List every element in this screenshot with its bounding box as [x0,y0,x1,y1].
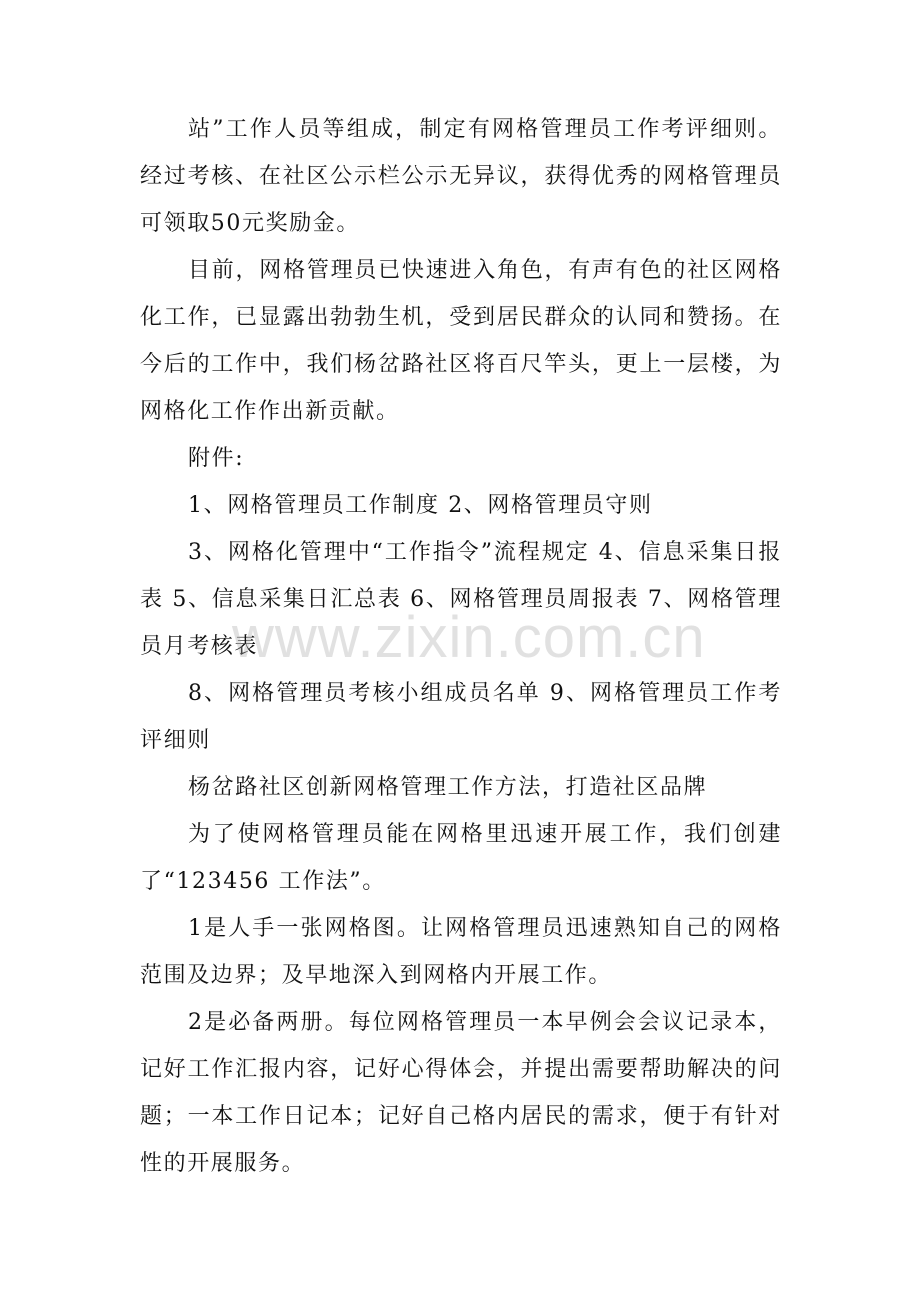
paragraph-current-status: 目前，网格管理员已快速进入角色，有声有色的社区网格化工作，已显露出勃勃生机，受到居民群众的认同和赞扬。在今后的工作中，我们杨岔路社区将百尺竿头，更上一层楼，为网格化工作作出新贡献。 [140,258,782,424]
paragraph-attachment-list-1: 1、网格管理员工作制度 2、网格管理员守则 [188,493,653,518]
paragraph-evaluation-rules: 站”工作人员等组成，制定有网格管理员工作考评细则。经过考核、在社区公示栏公示无异议，获得优秀的网格管理员可领取50元奖励金。 [140,117,782,236]
paragraph-method-intro: 为了使网格管理员能在网格里迅速开展工作，我们创建了“123456 工作法”。 [140,822,782,894]
paragraph-attachments-heading: 附件: [188,446,245,471]
document-body [140,106,782,1187]
paragraph-method-2: 2是必备两册。每位网格管理员一本早例会会议记录本，记好工作汇报内容，记好心得体会，并提出需要帮助解决的问题；一本工作日记本；记好自己格内居民的需求，便于有针对性的开展服务。 [140,1010,782,1176]
paragraph-attachment-list-3: 8、网格管理员考核小组成员名单 9、网格管理员工作考评细则 [140,681,782,753]
paragraph-attachment-list-2: 3、网格化管理中“工作指令”流程规定 4、信息采集日报表 5、信息采集日汇总表 6、网格管理员周报表 7、网格管理员月考核表 [140,540,782,659]
section-title: 杨岔路社区创新网格管理工作方法，打造社区品牌 [188,775,708,800]
paragraph-method-1: 1是人手一张网格图。让网格管理员迅速熟知自己的网格范围及边界；及早地深入到网格内开展工作。 [140,916,782,988]
watermark: www.zixin.com.cn [232,605,706,670]
